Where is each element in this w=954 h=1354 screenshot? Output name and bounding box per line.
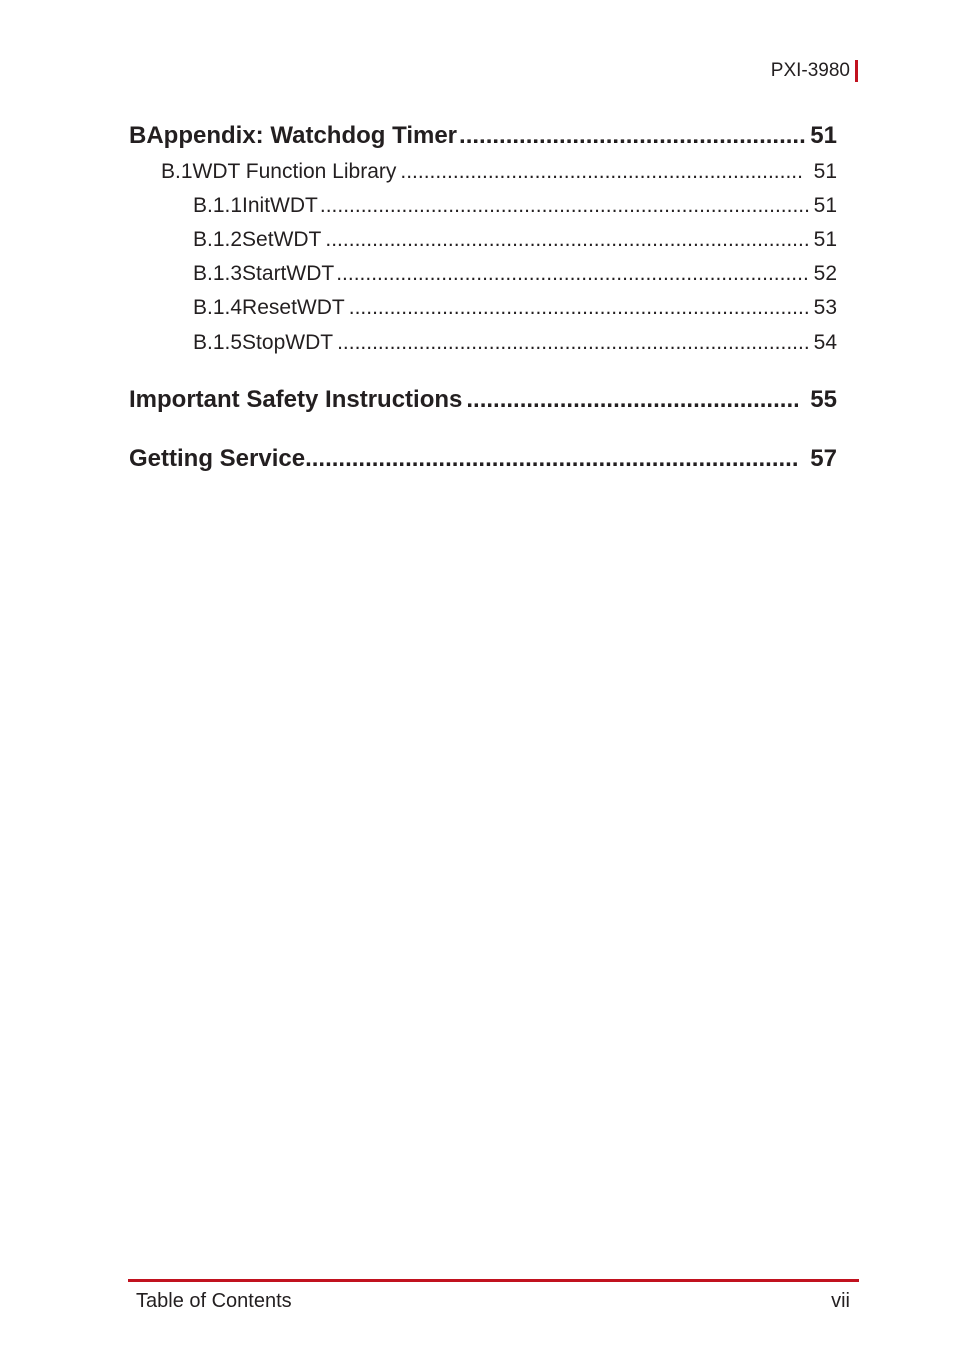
toc-leader (349, 296, 810, 320)
toc-entry-b12[interactable] (193, 228, 837, 252)
toc-title: StopWDT (242, 331, 334, 354)
toc-title: Getting Service (129, 445, 306, 472)
header-accent-bar (855, 60, 858, 82)
toc-leader (337, 331, 810, 355)
toc-entry-b14[interactable] (193, 296, 837, 320)
toc-number: B.1.3 (193, 262, 243, 285)
model-name: PXI-3980 (770, 60, 850, 81)
toc-entry-service[interactable] (129, 445, 837, 473)
toc-number: B.1 (161, 160, 193, 183)
toc-leader (459, 122, 806, 150)
toc-title: Appendix: Watchdog Timer (146, 122, 458, 149)
toc-entry-b13[interactable] (193, 262, 837, 286)
toc-page: 51 (813, 160, 837, 183)
toc-leader (466, 386, 798, 414)
toc-page: 54 (813, 331, 837, 354)
toc-entry-b11[interactable] (193, 194, 837, 218)
toc-page: 51 (813, 194, 837, 217)
footer-section-title: Table of Contents (136, 1290, 292, 1312)
footer-page-number: vii (831, 1290, 850, 1312)
toc-entry-b1[interactable] (161, 160, 837, 184)
toc-leader (325, 228, 809, 252)
toc-leader (320, 194, 810, 218)
toc-page: 57 (810, 445, 837, 472)
header-model (771, 60, 858, 82)
footer-rule (128, 1279, 859, 1282)
toc-title: ResetWDT (242, 296, 345, 319)
toc-entry-appendix-b[interactable] (129, 122, 837, 150)
toc-entry-b15[interactable] (193, 331, 837, 355)
toc-leader (305, 445, 798, 473)
toc-title: StartWDT (242, 262, 335, 285)
toc-number: B.1.2 (193, 228, 243, 251)
toc-number: B.1.1 (193, 194, 243, 217)
toc-page: 52 (813, 262, 837, 285)
toc-title: WDT Function Library (192, 160, 397, 183)
toc-page: 55 (810, 386, 837, 413)
toc-title: SetWDT (242, 228, 322, 251)
toc-entry-safety[interactable] (129, 386, 837, 414)
toc-number: B.1.5 (193, 331, 243, 354)
toc-leader (336, 262, 809, 286)
toc-number: B.1.4 (193, 296, 243, 319)
toc-page: 51 (810, 122, 837, 149)
toc-page: 53 (813, 296, 837, 319)
toc-page: 51 (813, 228, 837, 251)
toc-leader (400, 160, 801, 184)
toc-number: B (129, 122, 147, 149)
toc-title: Important Safety Instructions (129, 386, 463, 413)
toc-title: InitWDT (242, 194, 318, 217)
